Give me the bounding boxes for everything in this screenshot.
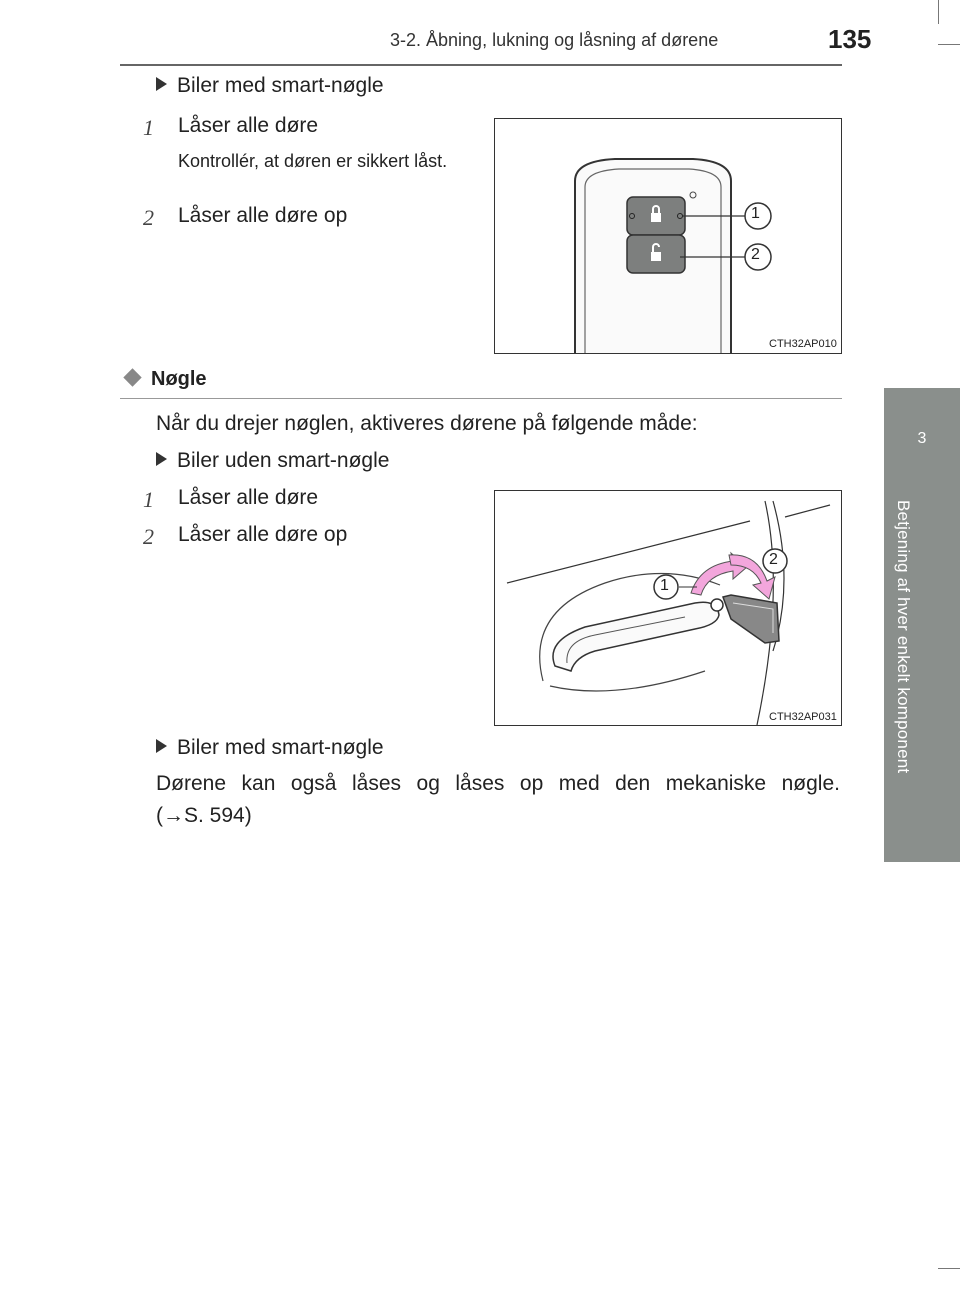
triangle-bullet-icon	[156, 739, 167, 753]
crop-mark	[938, 1268, 960, 1269]
door-handle-illustration	[495, 491, 841, 725]
header-rule	[120, 64, 842, 66]
bullet-text: Biler med smart-nøgle	[177, 736, 384, 759]
item-text: Låser alle døre op	[178, 204, 348, 227]
item-number: 1	[143, 115, 154, 140]
callout-2: 2	[769, 551, 778, 568]
figure-code: CTH32AP010	[769, 338, 837, 350]
page-reference-link[interactable]: (→S. 594)	[156, 804, 252, 827]
section-heading-text: Nøgle	[151, 368, 207, 390]
section-rule	[120, 398, 842, 399]
item-number: 2	[143, 524, 154, 549]
item-text: Låser alle døre	[178, 114, 319, 137]
figure-code: CTH32AP031	[769, 711, 837, 723]
item-number: 1	[143, 487, 154, 512]
triangle-bullet-icon	[156, 77, 167, 91]
callout-1: 1	[660, 577, 669, 594]
bullet-text: Biler uden smart-nøgle	[177, 449, 390, 472]
closing-text-line1: Dørene kan også låses og låses op med den mekaniske nøgle.	[156, 772, 840, 795]
chapter-number: 3	[917, 430, 927, 447]
crop-mark	[938, 44, 960, 45]
callout-1: 1	[751, 205, 760, 222]
crop-mark	[938, 0, 939, 24]
header-section-title: 3-2. Åbning, lukning og låsning af dørene	[390, 30, 719, 50]
smart-key-figure	[494, 118, 842, 354]
section-heading	[126, 368, 207, 391]
key-intro: Når du drejer nøglen, aktiveres dørene på følgende måde:	[156, 412, 698, 435]
smart-key-illustration	[495, 119, 841, 353]
chapter-title: Betjening af hver enkelt komponent	[894, 500, 913, 774]
page-number: 135	[828, 24, 872, 54]
item-text: Låser alle døre op	[178, 523, 348, 546]
bullet-smart-key-2	[156, 736, 384, 760]
item-text: Låser alle døre	[178, 486, 319, 509]
diamond-icon	[123, 368, 141, 386]
item-number: 2	[143, 205, 154, 230]
item-note: Kontrollér, at døren er sikkert låst.	[178, 151, 448, 171]
bullet-text: Biler med smart-nøgle	[177, 74, 384, 97]
triangle-bullet-icon	[156, 452, 167, 466]
callout-2: 2	[751, 246, 760, 263]
bullet-smart-key	[156, 74, 384, 98]
bullet-no-smart-key	[156, 449, 389, 473]
door-key-figure	[494, 490, 842, 726]
